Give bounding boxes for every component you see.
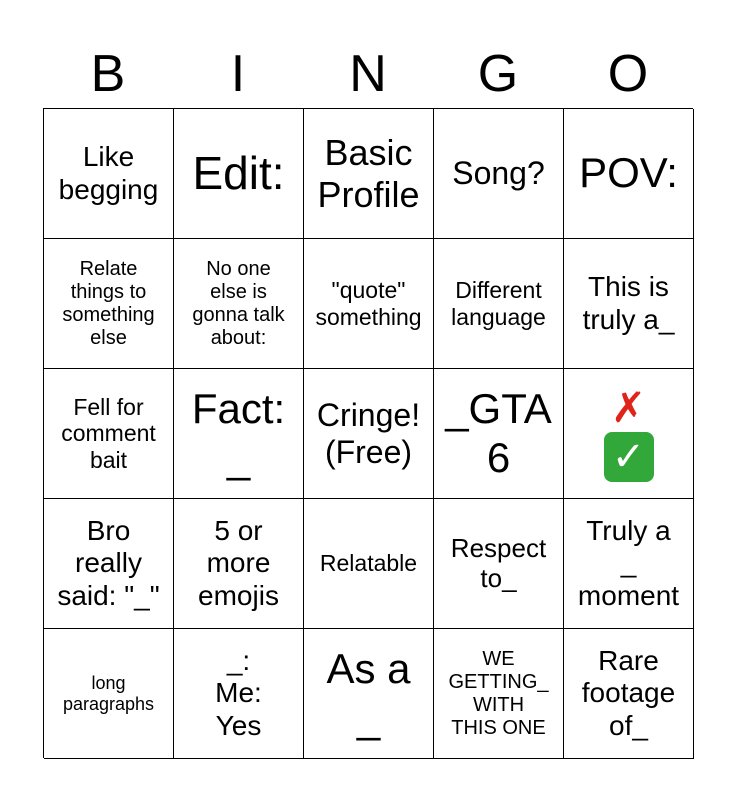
header-letter-o: O: [607, 45, 649, 103]
header-letter-b: B: [90, 45, 126, 103]
bingo-cell[interactable]: [434, 369, 564, 499]
bingo-cell[interactable]: [304, 369, 434, 499]
cell-text: long paragraphs: [62, 672, 155, 714]
bingo-cell[interactable]: [564, 109, 694, 239]
bingo-cell[interactable]: [434, 629, 564, 759]
cell-text: Bro really said: "_": [57, 515, 160, 611]
bingo-header: [43, 40, 693, 108]
cell-text: Edit:: [192, 147, 285, 200]
bingo-cell[interactable]: [174, 629, 304, 759]
bingo-cell[interactable]: [174, 369, 304, 499]
bingo-grid: [43, 108, 693, 758]
cell-text: Rare footage of_: [581, 645, 676, 741]
header-letter-g: G: [477, 45, 519, 103]
bingo-cell[interactable]: [44, 369, 174, 499]
cell-text: Cringe! (Free): [316, 396, 421, 470]
cell-text: Relatable: [319, 550, 418, 577]
cell-text: WE GETTING_ WITH THIS ONE: [448, 647, 549, 739]
cell-text: No one else is gonna talk about:: [192, 257, 285, 349]
cell-text: As a _: [326, 645, 411, 741]
bingo-cell[interactable]: [174, 499, 304, 629]
cross-mark-icon: ✗: [610, 384, 647, 432]
bingo-cell[interactable]: [44, 499, 174, 629]
bingo-cell[interactable]: [44, 109, 174, 239]
bingo-cell[interactable]: [434, 499, 564, 629]
cell-text: _: Me: Yes: [215, 645, 262, 741]
header-letter-n: N: [349, 45, 387, 103]
bingo-cell[interactable]: [434, 239, 564, 369]
bingo-cell[interactable]: [564, 629, 694, 759]
cell-text: Basic Profile: [317, 132, 420, 215]
bingo-cell[interactable]: [44, 239, 174, 369]
bingo-cell[interactable]: [304, 109, 434, 239]
emoji-group: [604, 385, 654, 481]
cell-text: Fact: _: [191, 385, 286, 481]
cell-text: Fell for comment bait: [61, 393, 156, 473]
cell-text: _GTA 6: [445, 385, 552, 481]
bingo-cell[interactable]: [564, 499, 694, 629]
cell-text: Relate things to something else: [62, 257, 155, 349]
cell-text: Song?: [452, 155, 545, 192]
cell-text: "quote" something: [315, 277, 422, 330]
bingo-cell[interactable]: [564, 239, 694, 369]
cell-text: Respect to_: [450, 532, 547, 593]
bingo-cell[interactable]: [304, 239, 434, 369]
bingo-cell[interactable]: [434, 109, 564, 239]
cell-text: 5 or more emojis: [198, 515, 279, 611]
check-mark-icon: ✓: [604, 432, 654, 482]
cell-text: POV:: [579, 149, 678, 197]
cell-text: Truly a _ moment: [577, 515, 680, 611]
bingo-cell[interactable]: [304, 499, 434, 629]
bingo-cell[interactable]: [174, 109, 304, 239]
bingo-cell[interactable]: [174, 239, 304, 369]
cell-text: This is truly a_: [582, 271, 675, 335]
bingo-cell[interactable]: [44, 629, 174, 759]
bingo-cell[interactable]: [304, 629, 434, 759]
header-letter-i: I: [230, 45, 246, 103]
cell-text: Like begging: [58, 141, 159, 205]
bingo-cell[interactable]: [564, 369, 694, 499]
cell-text: Different language: [451, 277, 546, 330]
